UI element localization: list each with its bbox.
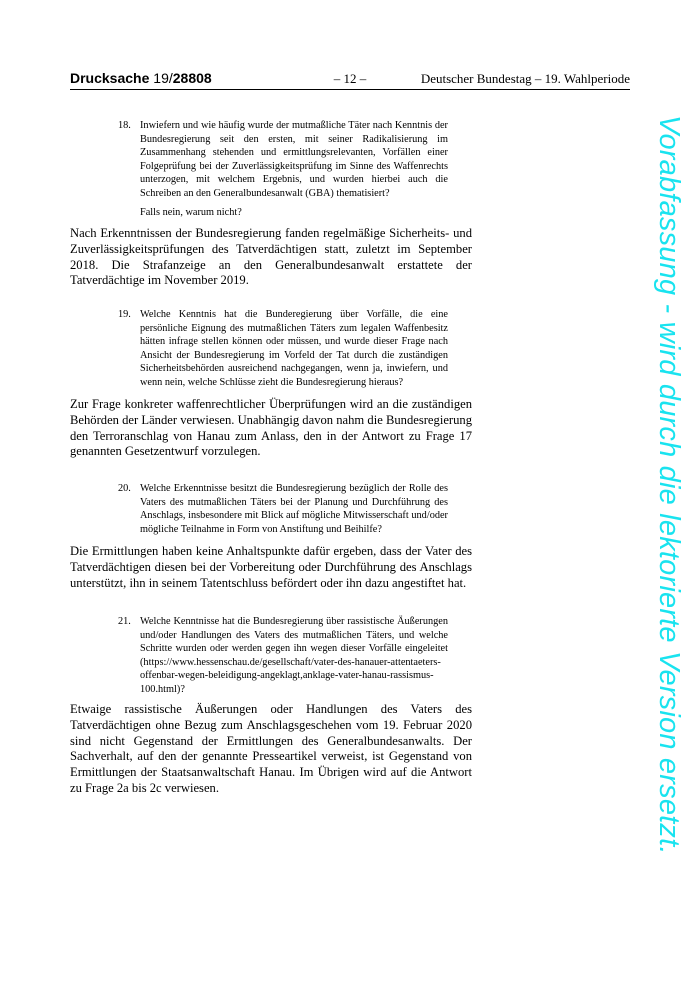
publisher: Deutscher Bundestag – 19. Wahlperiode [420, 71, 630, 86]
question-number: 20. [118, 483, 131, 494]
question-number: 21. [118, 616, 131, 627]
question-number: 18. [118, 120, 131, 131]
drucksache-label: Drucksache [70, 70, 150, 86]
question-text: Welche Erkenntnisse besitzt die Bundesregierung bezüglich der Rolle des Vaters des mutmaßlichen Täters bei der Planung und Durchführung des Anschlags, insbesondere mit Blick auf mögliche Mitwisserschaft und/oder mögliche Teilnahme in Form von Anstiftung und Beihilfe? [140, 483, 448, 535]
question-followup: Falls nein, warum nicht? [140, 207, 242, 218]
question-19 [118, 308, 448, 389]
number-bold: 28808 [172, 70, 212, 86]
question-21 [118, 615, 448, 696]
page-header [70, 70, 630, 88]
question-text: Inwiefern und wie häufig wurde der mutmaßliche Täter nach Kenntnis der Bundesregierung seit den ersten, mit seiner Radikalisierung im Zusammenhang stehenden und ermittlungsrelevanten, Vorfällen einer Folgeprüfung bei der Zuverlässigkeitsprüfung im Sinne des Waffenrechts unterzogen, mit welchem Ergebnis, und wurden hierbei auch die Schreiben an den Generalbundesanwalt (GBA) thematisiert? [140, 120, 448, 199]
draft-watermark: Vorabfassung - wird durch die lektorierte Version ersetzt. [653, 115, 685, 855]
question-text: Welche Kenntnisse hat die Bundesregierung über rassistische Äußerungen und/oder Handlungen des Vaters des mutmaßlichen Täters, und welche Schritte wurden oder werden gegen ihn wegen dieser Vorfälle eingeleitet (https://www.hessenschau.de/gesellschaft/vater-des-hanauer-attentaeters-offenbar-wegen-beleidigung-angeklagt,anklage-vater-hanau-rassismus-100.html)? [140, 616, 448, 695]
number-prefix: 19/ [149, 70, 173, 86]
question-number: 19. [118, 309, 131, 320]
header-rule [70, 89, 630, 90]
question-20 [118, 482, 448, 536]
answer-20: Die Ermittlungen haben keine Anhaltspunkte dafür ergeben, dass der Vater des Tatverdächtigen diesen bei der Vorbereitung oder Durchführung des Anschlags unterstützt, ihn in seinem Tatentschluss befördert oder ihn dazu angestiftet hat. [70, 544, 472, 590]
answer-18: Nach Erkenntnissen der Bundesregierung fanden regelmäßige Sicherheits- und Zuverlässigkeitsprüfungen des Tatverdächtigen statt, zuletzt im September 2018. Die Strafanzeige an den Generalbundesanwalt erstattete der Tatverdächtige im November 2019. [70, 226, 472, 288]
answer-19: Zur Frage konkreter waffenrechtlicher Überprüfungen wird an die zuständigen Behörden der Länder verwiesen. Unabhängig davon nahm die Bundesregierung den Terroranschlag von Hanau zum Anlass, den in der Antwort zu Frage 17 genannten Gesetzentwurf vorzulegen. [70, 397, 472, 459]
question-text: Welche Kenntnis hat die Bunderegierung über Vorfälle, die eine persönliche Eignung des mutmaßlichen Täters zum legalen Waffenbesitz hätten infrage stellen können oder müssen, und wurde dieser Frage nach Ansicht der Bundesregierung im Vorfeld der Tat durch die zuständigen Sicherheitsbehörden ausreichend nachgegangen, wenn ja, inwiefern, und wenn nein, welche Schlüsse zieht die Bundesregierung hieraus? [140, 309, 448, 388]
answer-21: Etwaige rassistische Äußerungen oder Handlungen des Vaters des Tatverdächtigen ohne Bezug zum Anschlagsgeschehen vom 19. Februar 2020 sind nicht Gegenstand der Ermittlungen des Generalbundesanwalts. Der Sachverhalt, auf den der genannte Presseartikel verweist, ist Gegenstand von Ermittlungen der Staatsanwaltschaft Hanau. Im Übrigen wird auf die Antwort zu Frage 2a bis 2c verwiesen. [70, 702, 472, 795]
page-number: – 12 – [333, 71, 367, 86]
question-18 [118, 119, 448, 220]
